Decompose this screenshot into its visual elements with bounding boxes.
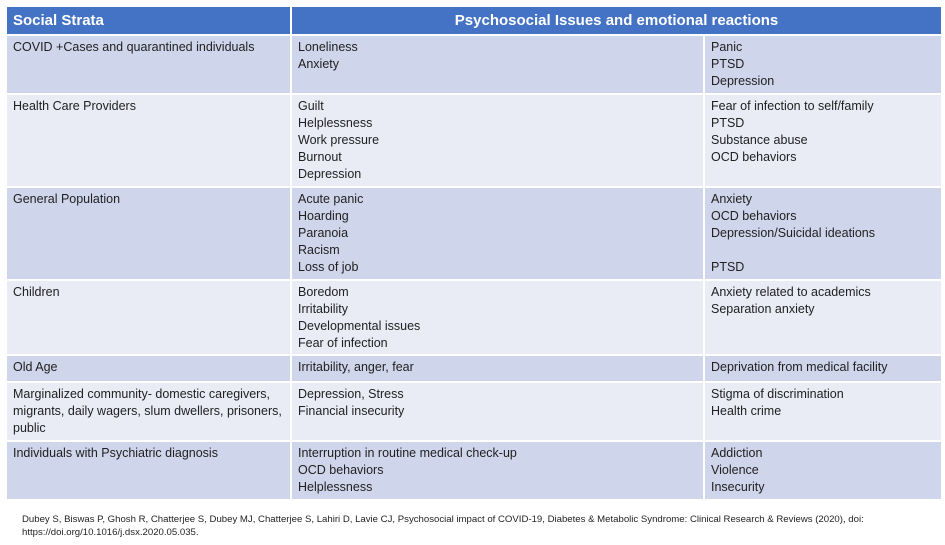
cell-psychosocial-issues [291, 355, 704, 382]
cell-psychosocial-issues [291, 187, 704, 280]
issue-item: Work pressure [298, 133, 380, 147]
issue-item: Boredom [298, 285, 349, 299]
reaction-item: Depression/Suicidal ideations [711, 226, 875, 240]
issue-item: Paranoia [298, 226, 349, 240]
reaction-item: Deprivation from medical facility [711, 360, 888, 374]
reaction-item: Insecurity [711, 480, 765, 494]
cell-social-stratum: Children [7, 280, 291, 355]
table-row [7, 187, 942, 280]
issue-item: Guilt [298, 99, 324, 113]
table-row [7, 355, 942, 382]
reaction-item: OCD behaviors [711, 209, 797, 223]
cell-psychosocial-issues [291, 382, 704, 441]
cell-emotional-reactions [704, 355, 942, 382]
issue-item: Burnout [298, 150, 342, 164]
reaction-item: PTSD [711, 57, 745, 71]
issue-item: Developmental issues [298, 319, 421, 333]
table-row [7, 382, 942, 441]
issue-item: Irritability [298, 302, 349, 316]
issue-item: Depression [298, 167, 362, 181]
issue-item: OCD behaviors [298, 463, 384, 477]
cell-social-stratum: General Population [7, 187, 291, 280]
cell-social-stratum: Health Care Providers [7, 94, 291, 187]
reaction-item: Health crime [711, 404, 782, 418]
table-row [7, 35, 942, 94]
issue-item: Helplessness [298, 116, 373, 130]
issue-item: Loneliness [298, 40, 358, 54]
issue-item: Loss of job [298, 260, 359, 274]
issue-item: Depression, Stress [298, 387, 404, 401]
issue-item: Anxiety [298, 57, 339, 71]
issue-item: Interruption in routine medical check-up [298, 446, 517, 460]
reaction-item: Addiction [711, 446, 763, 460]
issue-item: Irritability, anger, fear [298, 360, 414, 374]
reaction-item: PTSD [711, 116, 745, 130]
cell-social-stratum: Individuals with Psychiatric diagnosis [7, 441, 291, 500]
table-row [7, 94, 942, 187]
table-header-row [7, 7, 942, 35]
issue-item: Helplessness [298, 480, 373, 494]
reaction-item: Substance abuse [711, 133, 808, 147]
table-row [7, 441, 942, 500]
cell-emotional-reactions [704, 187, 942, 280]
reaction-item: Panic [711, 40, 743, 54]
cell-psychosocial-issues [291, 280, 704, 355]
reaction-item: Anxiety related to academics [711, 285, 871, 299]
table-row [7, 280, 942, 355]
cell-social-stratum: COVID +Cases and quarantined individuals [7, 35, 291, 94]
issue-item: Financial insecurity [298, 404, 405, 418]
cell-emotional-reactions [704, 441, 942, 500]
issue-item: Hoarding [298, 209, 349, 223]
reaction-item: Violence [711, 463, 759, 477]
psychosocial-issues-table [7, 7, 943, 501]
reaction-item: Separation anxiety [711, 302, 815, 316]
reaction-item: Depression [711, 74, 775, 88]
citation: Dubey S, Biswas P, Ghosh R, Chatterjee S, Dubey MJ, Chatterjee S, Lahiri D, Lavie CJ, Psychosocial impact of COVID-19, Diabetes & Metabolic Syndrome: Clinical Research & Reviews (2020), doi: https://doi.org/10.1016/j.dsx.2020.05.035. [22, 514, 864, 538]
table-body [7, 35, 942, 500]
reaction-item [711, 242, 935, 259]
cell-psychosocial-issues [291, 35, 704, 94]
issue-item: Racism [298, 243, 340, 257]
header-psychosocial-issues: Psychosocial Issues and emotional reactions [291, 7, 942, 35]
cell-psychosocial-issues [291, 94, 704, 187]
cell-psychosocial-issues [291, 441, 704, 500]
cell-social-stratum: Marginalized community- domestic caregivers, migrants, daily wagers, slum dwellers, prisoners, public [7, 382, 291, 441]
reaction-item: Anxiety [711, 192, 752, 206]
issue-item: Fear of infection [298, 336, 388, 350]
reaction-item: Fear of infection to self/family [711, 99, 874, 113]
reaction-item: Stigma of discrimination [711, 387, 844, 401]
cell-emotional-reactions [704, 382, 942, 441]
issue-item: Acute panic [298, 192, 364, 206]
reaction-item: OCD behaviors [711, 150, 797, 164]
cell-social-stratum: Old Age [7, 355, 291, 382]
cell-emotional-reactions [704, 35, 942, 94]
reaction-item: PTSD [711, 260, 745, 274]
cell-emotional-reactions [704, 280, 942, 355]
header-social-strata: Social Strata [7, 7, 291, 35]
cell-emotional-reactions [704, 94, 942, 187]
